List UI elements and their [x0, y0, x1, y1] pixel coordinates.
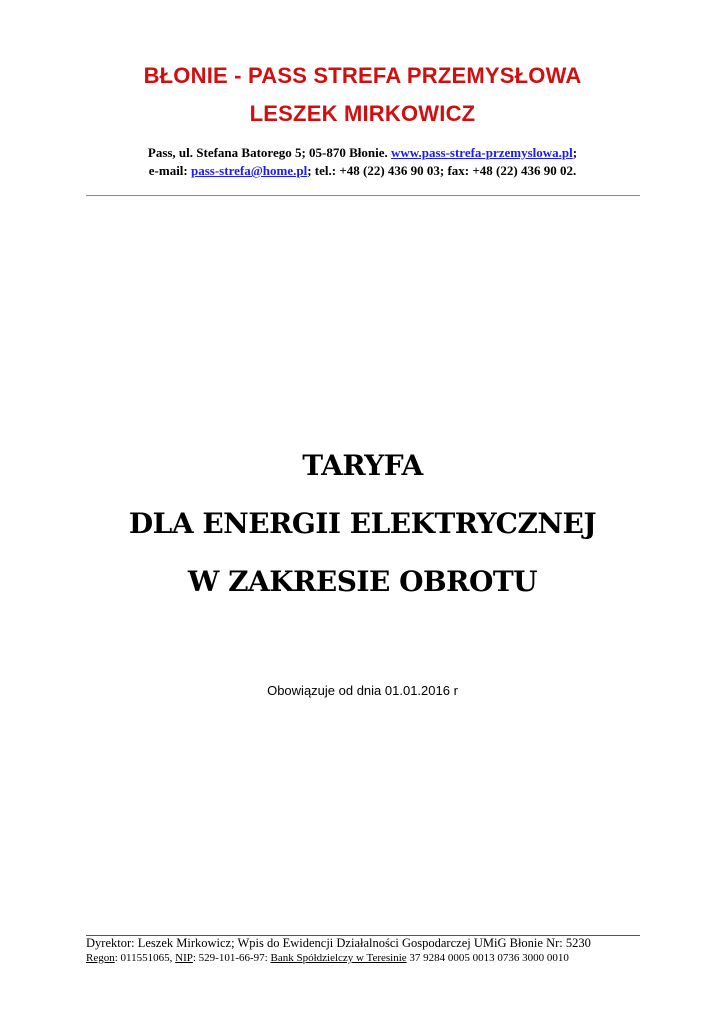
- bank-label: Bank Spółdzielczy w Teresinie: [270, 952, 407, 964]
- email-label: e-mail:: [148, 163, 191, 178]
- company-owner-line: LESZEK MIRKOWICZ: [249, 101, 476, 126]
- footer-director-line: Dyrektor: Leszek Mirkowicz; Wpis do Ewidencji Działalności Gospodarczej UMiG Błonie Nr: 5230: [86, 936, 591, 950]
- website-suffix: ;: [572, 145, 578, 160]
- effective-date: Obowiązuje od dnia 01.01.2016 r: [267, 683, 458, 698]
- document-title-line-2: DLA ENERGII ELEKTRYCZNEJ: [128, 507, 597, 540]
- phone-fax-text: ; tel.: +48 (22) 436 90 03; fax: +48 (22) 436 90 02.: [307, 163, 577, 178]
- document-title-line-1: TARYFA: [302, 449, 423, 482]
- header-divider: [86, 195, 640, 196]
- document-title-line-3: W ZAKRESIE OBROTU: [187, 565, 538, 598]
- website-link[interactable]: www.pass-strefa-przemyslowa.pl: [391, 145, 573, 160]
- bank-account: 37 9284 0005 0013 0736 3000 0010: [406, 952, 569, 964]
- regon-value: : 011551065,: [114, 952, 176, 964]
- contact-phone-line: [0, 163, 725, 179]
- nip-value: : 529-101-66-97:: [192, 952, 271, 964]
- regon-label: Regon: [86, 952, 115, 964]
- address-text: Pass, ul. Stefana Batorego 5; 05-870 Błonie.: [147, 145, 392, 160]
- footer-registration-line: [86, 952, 646, 964]
- contact-address-line: [0, 145, 725, 161]
- nip-label: NIP: [175, 952, 193, 964]
- company-name-line: BŁONIE - PASS STREFA PRZEMYSŁOWA: [143, 63, 582, 88]
- email-link[interactable]: pass-strefa@home.pl: [191, 163, 308, 178]
